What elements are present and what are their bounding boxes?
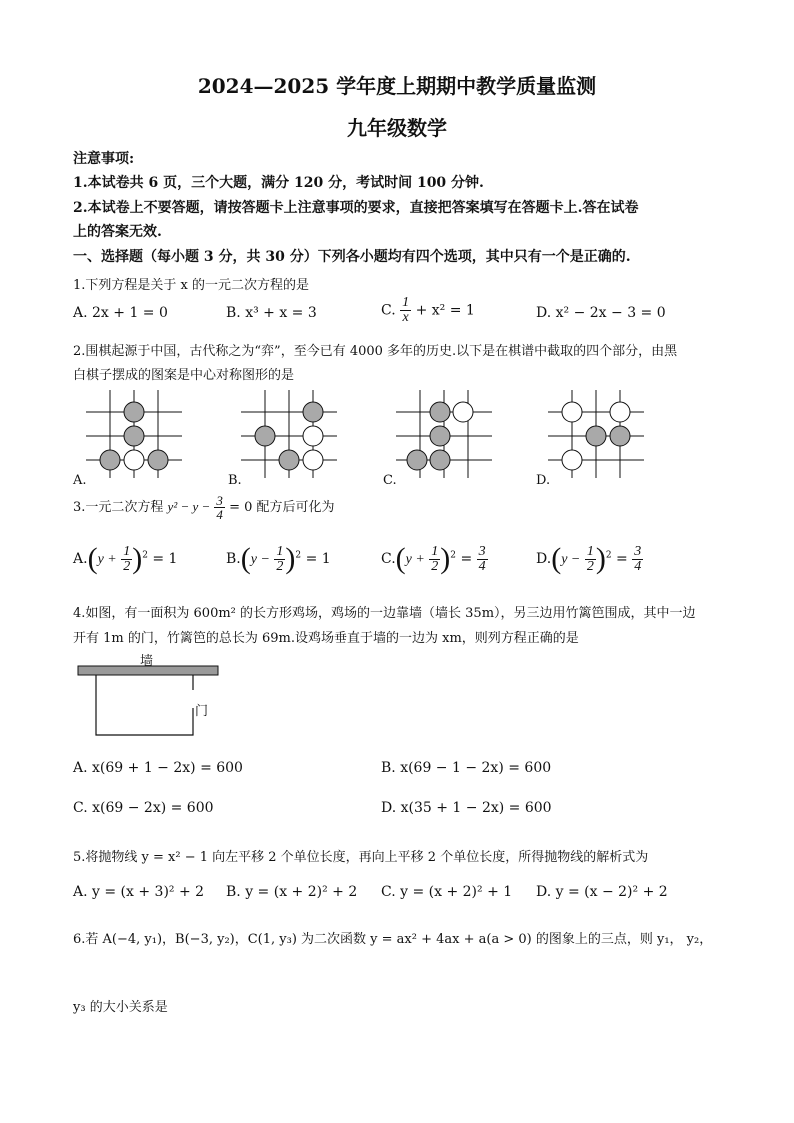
q3-c-rhs-den: 4 — [478, 558, 486, 574]
q4-option-b: B. x(69 − 1 − 2x) = 600 — [381, 760, 552, 776]
q3-option-b: B.(y − $\frac{1}{2}$ )$^2$ = 1 — [226, 542, 331, 575]
q1-option-c — [381, 296, 475, 325]
q3-c-num: 1 — [431, 543, 439, 559]
q2-stem-a: 2.围棋起源于中国，古代称之为“弈”，至今已有 4000 多年的历史.以下是在棋谱中截取的四个部分，由黑 — [73, 344, 678, 359]
q2-option-c: C. — [383, 473, 397, 488]
q4-stem-a: 4.如图，有一面积为 600m² 的长方形鸡场，鸡场的一边靠墙（墙长 35m），另三边用竹篱笆围成，其中一边 — [73, 606, 696, 621]
q3-c-square: 2 — [450, 550, 457, 561]
q3-option-a: A.(y + $\frac{1}{2}$ )$^2$ = 1 — [73, 542, 178, 575]
q2-option-b: B. — [228, 473, 242, 488]
q2-option-a: A. — [73, 473, 87, 488]
q3-d-inner: y − — [561, 552, 581, 567]
q3-a-den: 2 — [123, 558, 131, 574]
q3-c-rhs-num: 3 — [478, 543, 486, 559]
q3-b-square: 2 — [295, 550, 302, 561]
q1-c-rest: + x² = 1 — [415, 302, 475, 319]
q4-option-a: A. x(69 + 1 − 2x) = 600 — [73, 760, 243, 776]
q1-option-b: B. x³ + x = 3 — [226, 305, 317, 321]
q3-b-inner: y − — [250, 552, 270, 567]
q1-c-denominator: x — [402, 310, 409, 325]
q3-c-label: C. — [381, 551, 396, 567]
q2-option-d: D. — [536, 473, 551, 488]
fence-lines — [96, 675, 193, 735]
q3-d-rhs-den: 4 — [634, 558, 642, 574]
q3-d-eq: = — [616, 551, 628, 567]
q3-b-rhs: = 1 — [305, 551, 331, 567]
wall-label: 墙 — [140, 654, 154, 669]
q3-stem — [73, 494, 335, 521]
q3-stem-eq: y² − y − — [167, 499, 211, 514]
q4-stem-b: 开有 1m 的门，竹篱笆的总长为 69m.设鸡场垂直于墙的一边为 xm，则列方程正确的是 — [73, 631, 579, 646]
notice-item-1: 1.本试卷共 6 页，三个大题，满分 120 分，考试时间 100 分钟. — [73, 175, 484, 191]
q3-a-inner: y + — [97, 552, 117, 567]
q3-c-eq: = — [460, 551, 473, 567]
q2-stem-b: 白棋子摆成的图案是中心对称图形的是 — [73, 368, 295, 383]
q6-stem-a: 6.若 A(−4, y₁)，B(−3, y₂)，C(1, y₃) 为二次函数 y = ax² + 4ax + a(a > 0) 的图象上的三点，则 y₁， y₂， — [73, 932, 713, 947]
door-label: 门 — [195, 704, 209, 719]
q1-stem: 1.下列方程是关于 x 的一元二次方程的是 — [73, 278, 309, 293]
q3-option-d: D.(y − $\frac{1}{2}$ )$^2$ = $\frac{3}{4}$ — [536, 542, 642, 575]
q3-stem-suffix: = 0 配方后可化为 — [229, 500, 335, 515]
go-board-b — [241, 390, 337, 478]
notice-item-2b: 上的答案无效. — [73, 224, 162, 240]
q3-d-square: 2 — [605, 550, 612, 561]
q3-b-num: 1 — [276, 543, 284, 559]
q3-c-inner: y + — [405, 552, 425, 567]
q3-d-num: 1 — [586, 543, 594, 559]
q3-stem-num: 3 — [216, 493, 223, 508]
notice-heading: 注意事项: — [73, 151, 135, 167]
q5-option-c: C. y = (x + 2)² + 1 — [381, 884, 513, 900]
q3-a-label: A. — [73, 551, 88, 567]
q1-c-numerator: 1 — [402, 295, 410, 310]
q3-stem-den: 4 — [216, 507, 223, 522]
exam-subtitle: 九年级数学 — [347, 116, 447, 140]
go-board-c — [396, 390, 492, 478]
q3-d-label: D. — [536, 551, 552, 567]
q3-option-c: C.(y + $\frac{1}{2}$ )$^2$ = $\frac{3}{4}$ — [381, 542, 486, 575]
q3-stem-prefix: 3.一元二次方程 — [73, 500, 164, 515]
q4-option-c: C. x(69 − 2x) = 600 — [73, 800, 214, 816]
q3-a-rhs: = 1 — [152, 551, 178, 567]
q6-stem-b: y₃ 的大小关系是 — [73, 1000, 168, 1015]
q1-option-d: D. x² − 2x − 3 = 0 — [536, 305, 666, 321]
section-1-heading: 一、选择题（每小题 3 分，共 30 分）下列各小题均有四个选项，其中只有一个是正确的. — [73, 249, 631, 265]
go-board-a — [86, 390, 182, 478]
go-board-d — [548, 390, 644, 478]
q3-d-den: 2 — [586, 558, 594, 574]
q3-b-den: 2 — [276, 558, 284, 574]
q1-option-a: A. 2x + 1 = 0 — [73, 305, 168, 321]
q3-b-label: B. — [226, 551, 241, 567]
q5-option-b: B. y = (x + 2)² + 2 — [226, 884, 358, 900]
q4-option-d: D. x(35 + 1 − 2x) = 600 — [381, 800, 552, 816]
q3-d-rhs-num: 3 — [634, 543, 642, 559]
exam-title: 2024—2025 学年度上期期中教学质量监测 — [197, 74, 597, 98]
q5-option-d: D. y = (x − 2)² + 2 — [536, 884, 668, 900]
q5-stem: 5.将抛物线 y = x² − 1 向左平移 2 个单位长度，再向上平移 2 个单位长度，所得抛物线的解析式为 — [73, 850, 649, 865]
q5-option-a: A. y = (x + 3)² + 2 — [73, 884, 205, 900]
q3-c-den: 2 — [431, 558, 439, 574]
q3-a-num: 1 — [123, 543, 131, 559]
q3-a-square: 2 — [142, 550, 148, 561]
notice-item-2a: 2.本试卷上不要答题，请按答题卡上注意事项的要求，直接把答案填写在答题卡上.答在试卷 — [73, 200, 639, 216]
q1-c-label: C. — [381, 302, 396, 319]
